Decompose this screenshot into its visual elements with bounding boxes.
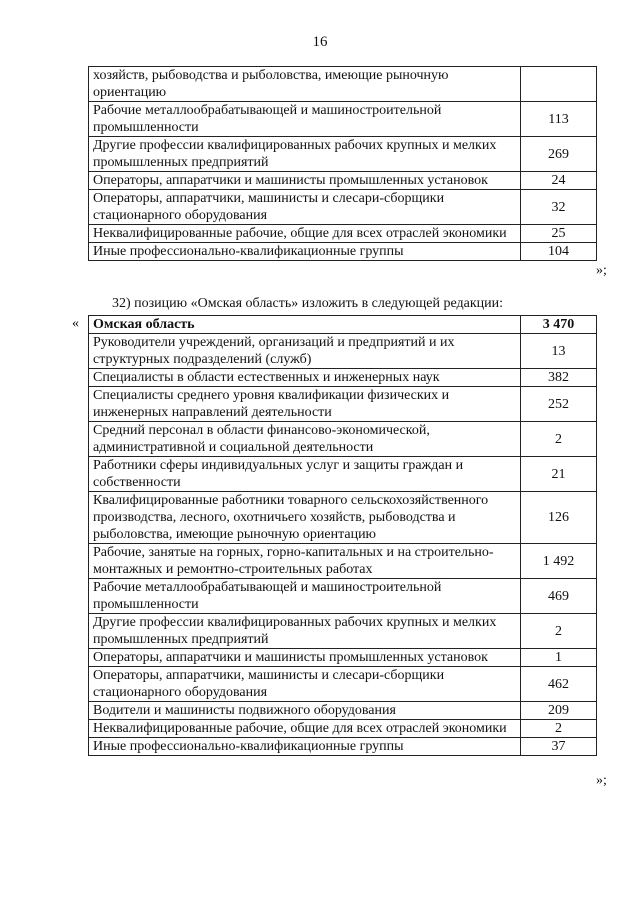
table-row [89, 667, 597, 702]
row-label: Операторы, аппаратчики и машинисты промышленных установок [89, 649, 521, 667]
table-row [89, 579, 597, 614]
row-label: Другие профессии квалифицированных рабочих крупных и мелких промышленных предприятий [89, 614, 521, 649]
table-row [89, 225, 597, 243]
row-value: 13 [521, 334, 597, 369]
row-label: Рабочие, занятые на горных, горно-капитальных и на строительно-монтажных и ремонтно-строительных работах [89, 544, 521, 579]
row-value: 1 [521, 649, 597, 667]
table-row [89, 457, 597, 492]
row-label: Операторы, аппаратчики, машинисты и слесари-сборщики стационарного оборудования [89, 190, 521, 225]
table-row [89, 102, 597, 137]
row-label: Квалифицированные работники товарного сельскохозяйственного производства, лесного, охотничьего хозяйств, рыбоводства и рыболовства, имеющие рыночную ориентацию [89, 492, 521, 544]
row-value: 382 [521, 369, 597, 387]
page-number: 16 [312, 34, 328, 50]
row-value: 21 [521, 457, 597, 492]
row-label: Специалисты среднего уровня квалификации физических и инженерных направлений деятельности [89, 387, 521, 422]
row-value: 462 [521, 667, 597, 702]
region-name: Омская область [89, 316, 521, 334]
row-label: Рабочие металлообрабатывающей и машиностроительной промышленности [89, 579, 521, 614]
table-row [89, 544, 597, 579]
row-value: 25 [521, 225, 597, 243]
row-value: 252 [521, 387, 597, 422]
row-value: 1 492 [521, 544, 597, 579]
row-value: 104 [521, 243, 597, 261]
row-label: Рабочие металлообрабатывающей и машиностроительной промышленности [89, 102, 521, 137]
row-value: 113 [521, 102, 597, 137]
row-label: Неквалифицированные рабочие, общие для всех отраслей экономики [89, 225, 521, 243]
table-row [89, 422, 597, 457]
row-value: 2 [521, 614, 597, 649]
row-value: 24 [521, 172, 597, 190]
occupation-table-continued [88, 66, 597, 261]
table-header-row [89, 316, 597, 334]
omsk-region-table [88, 315, 597, 756]
table-row [89, 172, 597, 190]
row-label: Специалисты в области естественных и инженерных наук [89, 369, 521, 387]
row-label: Операторы, аппаратчики, машинисты и слесари-сборщики стационарного оборудования [89, 667, 521, 702]
row-value: 32 [521, 190, 597, 225]
amendment-paragraph: 32) позицию «Омская область» изложить в следующей редакции: [112, 296, 504, 311]
region-total: 3 470 [521, 316, 597, 334]
table-row [89, 387, 597, 422]
closing-quote: »; [596, 263, 607, 278]
table-row [89, 738, 597, 756]
row-value: 269 [521, 137, 597, 172]
row-label: Водители и машинисты подвижного оборудования [89, 702, 521, 720]
row-value: 37 [521, 738, 597, 756]
table-row [89, 614, 597, 649]
row-value: 469 [521, 579, 597, 614]
row-label: Средний персонал в области финансово-экономической, административной и социальной деятельности [89, 422, 521, 457]
table-row [89, 702, 597, 720]
row-value: 2 [521, 720, 597, 738]
row-value: 2 [521, 422, 597, 457]
table-row [89, 190, 597, 225]
table-row [89, 67, 597, 102]
row-label: Операторы, аппаратчики и машинисты промышленных установок [89, 172, 521, 190]
row-label: Работники сферы индивидуальных услуг и защиты граждан и собственности [89, 457, 521, 492]
table-row [89, 492, 597, 544]
table-row [89, 137, 597, 172]
table-row [89, 720, 597, 738]
opening-quote: « [72, 316, 79, 331]
table-row [89, 243, 597, 261]
table-row [89, 334, 597, 369]
row-value [521, 67, 597, 102]
row-label: Другие профессии квалифицированных рабочих крупных и мелких промышленных предприятий [89, 137, 521, 172]
row-label: Руководители учреждений, организаций и предприятий и их структурных подразделений (служб) [89, 334, 521, 369]
table-row [89, 649, 597, 667]
row-label: Иные профессионально-квалификационные группы [89, 738, 521, 756]
row-value: 209 [521, 702, 597, 720]
closing-quote: »; [596, 773, 607, 788]
row-label: Иные профессионально-квалификационные группы [89, 243, 521, 261]
row-label: хозяйств, рыбоводства и рыболовства, имеющие рыночную ориентацию [89, 67, 521, 102]
row-value: 126 [521, 492, 597, 544]
table-row [89, 369, 597, 387]
row-label: Неквалифицированные рабочие, общие для всех отраслей экономики [89, 720, 521, 738]
